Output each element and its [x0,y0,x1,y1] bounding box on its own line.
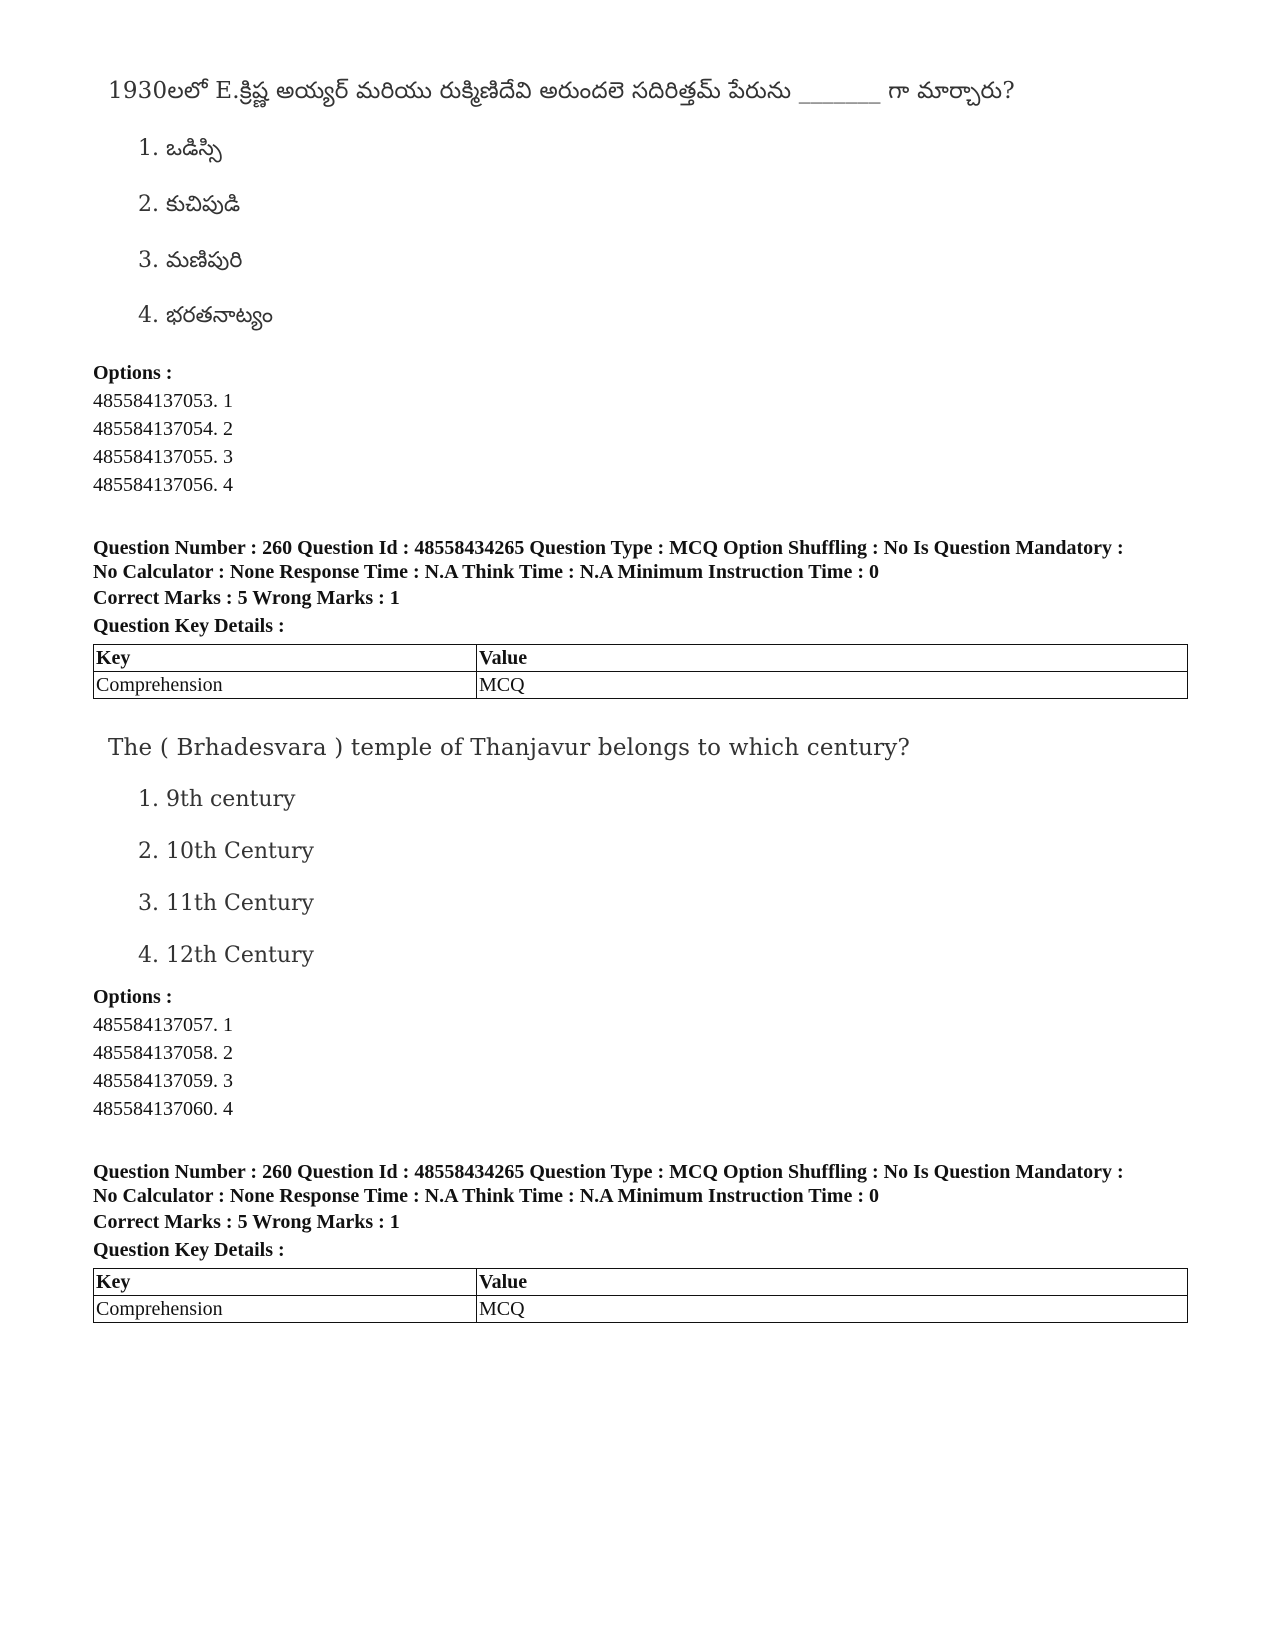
options-label: Options : [93,362,173,384]
option-item: 485584137055. 3 [93,446,233,468]
marks-line: Correct Marks : 5 Wrong Marks : 1 [93,1211,400,1233]
choice-4: 4. 12th Century [138,943,314,968]
option-item: 485584137058. 2 [93,1042,233,1064]
choice-2: 2. కుచిపుడి [138,192,241,217]
question-image-telugu [108,78,1015,328]
table-header-cell: Value [477,1269,1188,1296]
option-item: 485584137056. 4 [93,474,233,496]
table-cell: Comprehension [94,1296,477,1323]
table-header-row [94,645,1188,672]
question-text: 1930లలో E.క్రిష్ణ అయ్యర్ మరియు రుక్మిణిదేవి అరుందలె సదిరిత్తమ్ పేరును _______ గా మార్చారు? [108,78,1015,104]
choice-4: 4. భరతనాట్యం [138,303,273,328]
table-cell: MCQ [477,672,1188,699]
option-item: 485584137059. 3 [93,1070,233,1092]
question-metadata [93,1160,1203,1208]
option-item: 485584137053. 1 [93,390,233,412]
metadata-line: No Calculator : None Response Time : N.A Think Time : N.A Minimum Instruction Time : 0 [93,1185,879,1207]
question-image-english [108,735,911,968]
table-header-row [94,1269,1188,1296]
key-details-table [93,644,1188,699]
options-label: Options : [93,986,173,1008]
table-header-cell: Key [94,645,477,672]
question-text: The ( Brhadesvara ) temple of Thanjavur belongs to which century? [108,735,911,761]
option-item: 485584137057. 1 [93,1014,233,1036]
metadata-line: Question Number : 260 Question Id : 48558434265 Question Type : MCQ Option Shuffling : No Is Question Mandatory : [93,537,1124,559]
table-cell: MCQ [477,1296,1188,1323]
key-details-label: Question Key Details : [93,615,285,637]
key-details-label: Question Key Details : [93,1239,285,1261]
option-item: 485584137060. 4 [93,1098,233,1120]
choice-1: 1. 9th century [138,787,296,812]
key-details-table [93,1268,1188,1323]
choice-3: 3. 11th Century [138,891,314,916]
table-header-cell: Key [94,1269,477,1296]
table-cell: Comprehension [94,672,477,699]
table-row [94,1296,1188,1323]
marks-line: Correct Marks : 5 Wrong Marks : 1 [93,587,400,609]
table-row [94,672,1188,699]
choice-3: 3. మణిపురి [138,248,243,273]
choice-1: 1. ఒడిస్సి [138,136,222,161]
question-metadata [93,536,1203,584]
metadata-line: Question Number : 260 Question Id : 48558434265 Question Type : MCQ Option Shuffling : No Is Question Mandatory : [93,1161,1124,1183]
option-item: 485584137054. 2 [93,418,233,440]
metadata-line: No Calculator : None Response Time : N.A Think Time : N.A Minimum Instruction Time : 0 [93,561,879,583]
table-header-cell: Value [477,645,1188,672]
choice-2: 2. 10th Century [138,839,314,864]
